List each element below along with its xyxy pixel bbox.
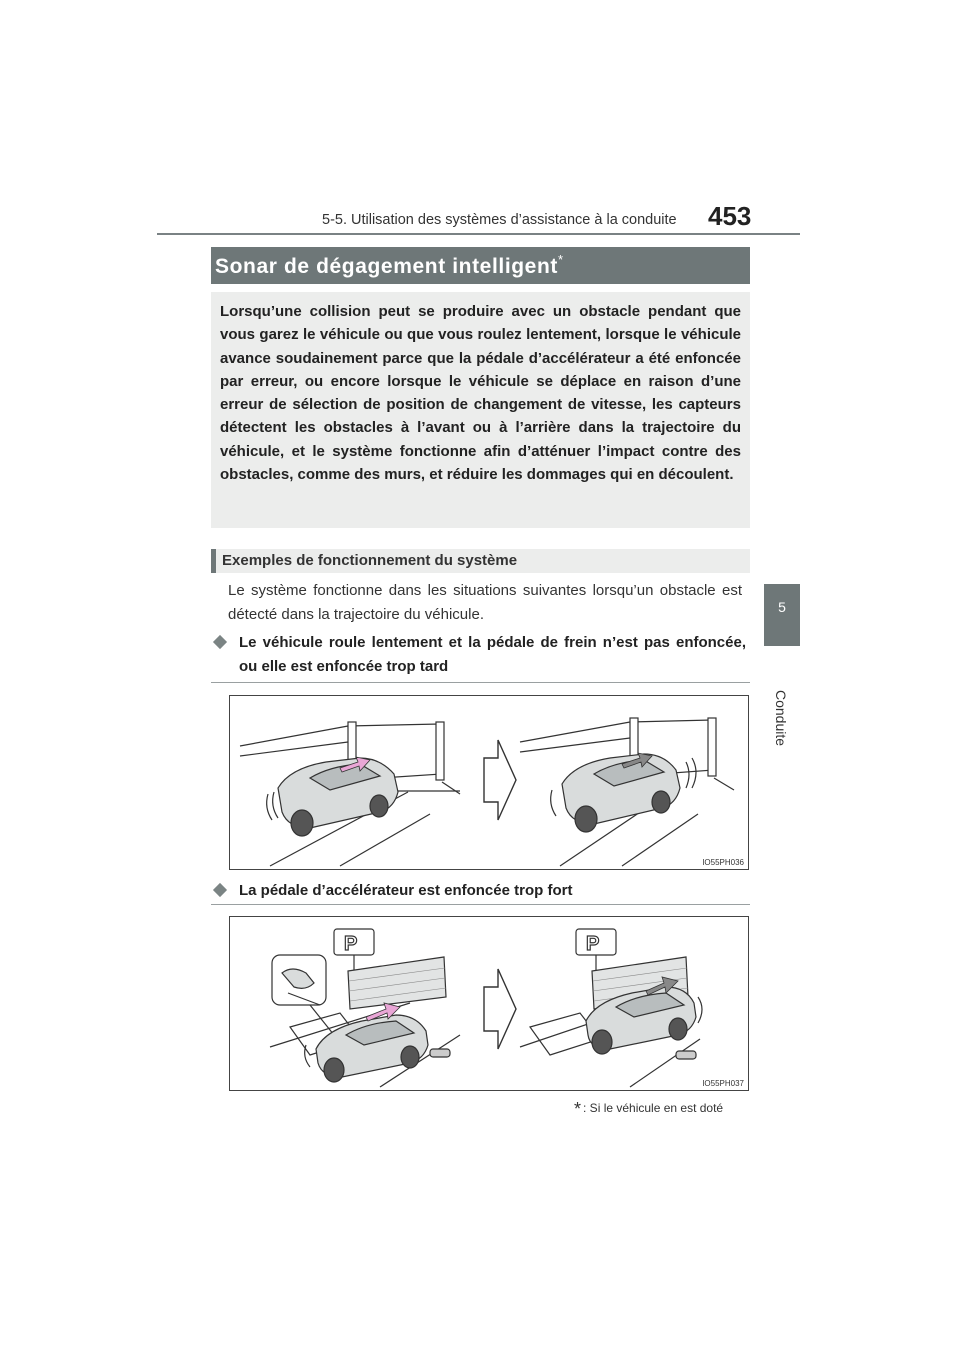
section-title	[215, 252, 564, 279]
chapter-label	[770, 676, 792, 766]
illustration-car-parking-accelerator	[230, 917, 748, 1090]
footnote	[574, 1099, 723, 1120]
intro-text: Lorsqu’une collision peut se produire avec un obstacle pendant que vous garez le véhicule ou que vous roulez lentement, lorsque le véhicule avance soudainement parce que la pédale d’accélérateur a été enfoncée par erreur, ou encore lorsque le véhicule se déplace en raison d’une erreur de sélection de position de changement de vitesse, les capteurs détectent les obstacles à l’avant ou à l’arrière dans la trajectoire du véhicule, et le système fonctionne afin d’atténuer l’impact contre des obstacles, comme des murs, et réduire les dommages qui en découlent.	[220, 303, 741, 484]
svg-text:P: P	[344, 933, 358, 955]
running-header-section: 5-5. Utilisation des systèmes d’assistance à la conduite	[322, 212, 677, 228]
illustration-car-wall-slow	[230, 696, 748, 869]
title-footnote-mark: *	[557, 252, 564, 267]
figure-code-2: IO55PH037	[702, 1079, 744, 1088]
section-title-text: Sonar de dégagement intelligent	[215, 255, 558, 278]
intro-box	[211, 292, 750, 528]
figure-code-1: IO55PH036	[702, 858, 744, 867]
example-rule-1	[211, 682, 750, 683]
header-rule	[157, 233, 800, 235]
footnote-text: : Si le véhicule en est doté	[583, 1101, 724, 1115]
example-heading-2-text: La pédale d’accélérateur est enfoncée trop fort	[239, 882, 573, 899]
chapter-number: 5	[778, 599, 786, 615]
svg-text:P: P	[586, 933, 600, 955]
figure-accelerator	[229, 916, 749, 1091]
body-text: Le système fonctionne dans les situations suivantes lorsqu’un obstacle est détecté dans la trajectoire du véhicule.	[228, 582, 742, 623]
example-heading-1-text: Le véhicule roule lentement et la pédale de frein n’est pas enfoncée, ou elle est enfoncée trop tard	[239, 634, 746, 675]
example-heading-2	[213, 879, 746, 903]
chapter-tab	[764, 584, 800, 646]
page-number: 453	[708, 201, 752, 231]
example-rule-2	[211, 904, 750, 905]
example-heading-1	[213, 631, 746, 679]
footnote-asterisk: *	[574, 1099, 582, 1119]
subheading-accent	[211, 549, 216, 573]
figure-slow-driving	[229, 695, 749, 870]
subheading-text: Exemples de fonctionnement du système	[222, 552, 518, 569]
subheading-bar	[211, 549, 750, 573]
chapter-label-text: Conduite	[773, 689, 789, 747]
